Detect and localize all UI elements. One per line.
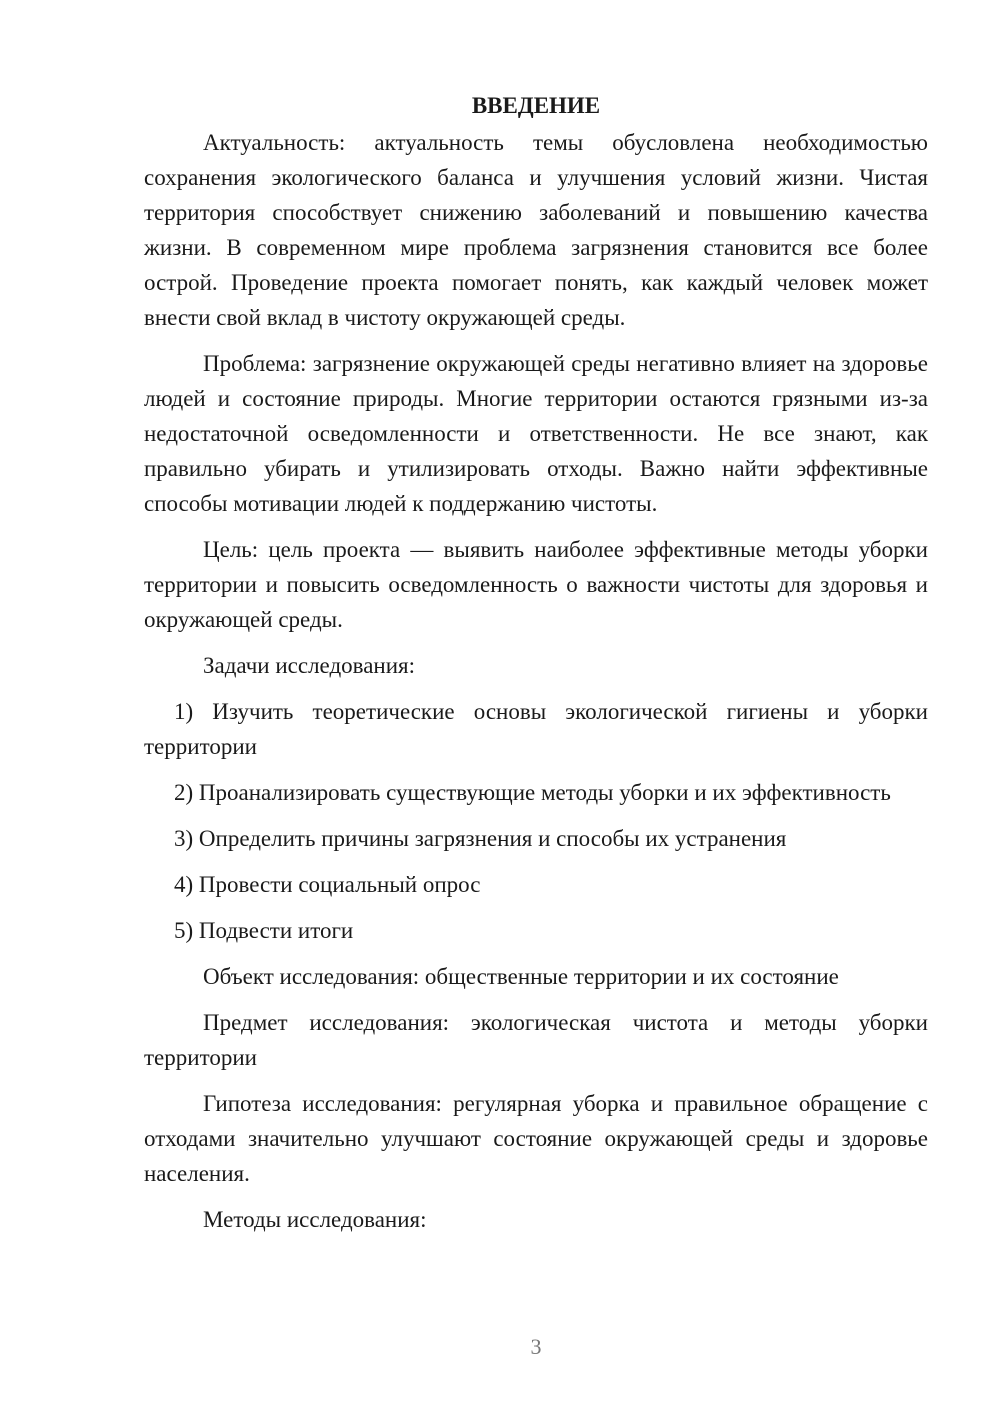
page-content — [144, 88, 928, 1248]
methods-heading: Методы исследования: — [203, 1207, 427, 1232]
relevance-paragraph: Актуальность: актуальность темы обусловлена необходимостью сохранения экологического баланса и улучшения условий жизни. Чистая территория способствует снижению заболеваний и повышению качества жизни. В современном мире проблема загрязнения становится все более острой. Проведение проекта помогает понять, как каждый человек может внести свой вклад в чистоту окружающей среды. — [144, 130, 928, 330]
goal-paragraph: Цель: цель проекта — выявить наиболее эффективные методы уборки территории и повысить осведомленность о важности чистоты для здоровья и окружающей среды. — [144, 537, 928, 632]
page-title: ВВЕДЕНИЕ — [471, 93, 601, 118]
task-item-2: 2) Проанализировать существующие методы уборки и их эффективность — [174, 780, 891, 805]
page-number: 3 — [530, 1334, 542, 1359]
tasks-heading: Задачи исследования: — [203, 653, 416, 678]
task-item-1: 1) Изучить теоретические основы экологической гигиены и уборки территории — [144, 699, 928, 759]
subject-paragraph: Предмет исследования: экологическая чистота и методы уборки территории — [144, 1010, 928, 1070]
task-item-3: 3) Определить причины загрязнения и способы их устранения — [174, 826, 787, 851]
task-item-4: 4) Провести социальный опрос — [174, 872, 481, 897]
hypothesis-paragraph: Гипотеза исследования: регулярная уборка и правильное обращение с отходами значительно улучшают состояние окружающей среды и здоровье населения. — [144, 1091, 928, 1186]
object-paragraph: Объект исследования: общественные территории и их состояние — [203, 964, 839, 989]
problem-paragraph: Проблема: загрязнение окружающей среды негативно влияет на здоровье людей и состояние природы. Многие территории остаются грязными из-за недостаточной осведомленности и ответственности. Не все знают, как правильно убирать и утилизировать отходы. Важно найти эффективные способы мотивации людей к поддержанию чистоты. — [144, 351, 928, 516]
task-item-5: 5) Подвести итоги — [174, 918, 354, 943]
